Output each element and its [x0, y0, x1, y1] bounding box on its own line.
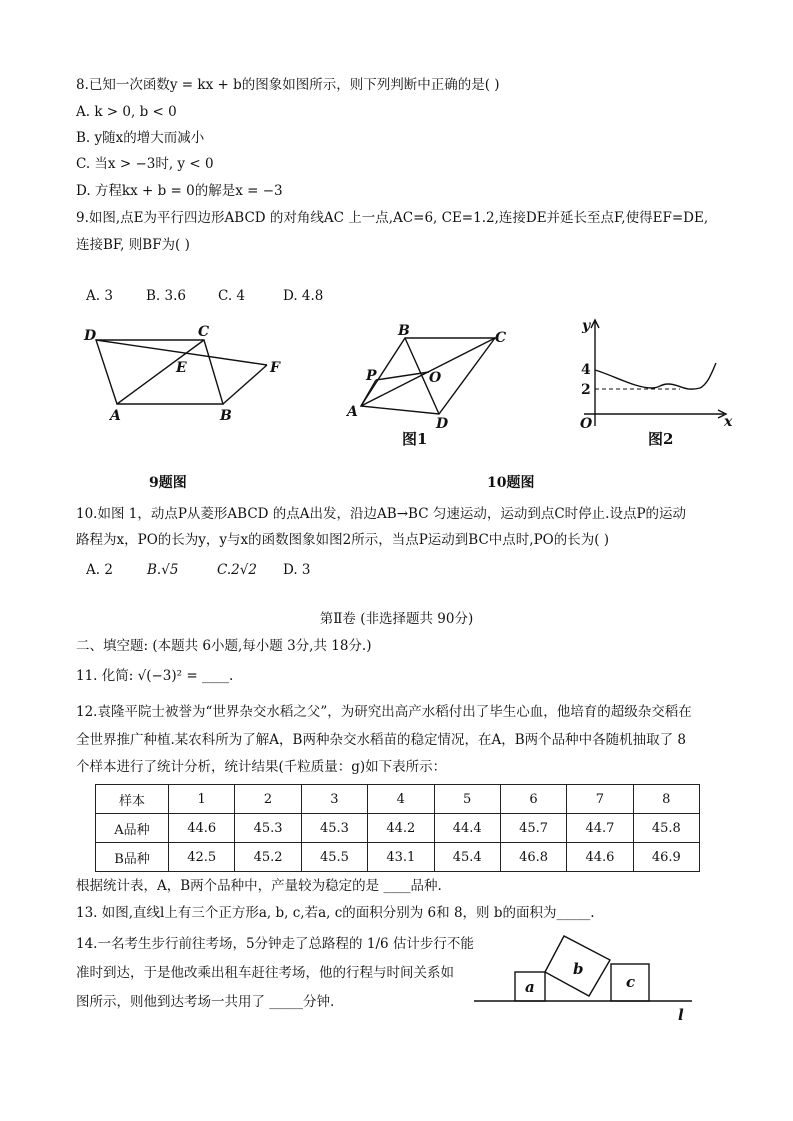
fig10-origin: O: [580, 416, 593, 432]
table-header-cell: 4: [368, 785, 434, 814]
table-cell: 44.4: [434, 814, 500, 843]
q14-line1: 14.一名考生步行前往考场，5分钟走了总路程的 1/6 估计步行不能: [76, 936, 474, 952]
table-cell: 45.2: [235, 843, 301, 872]
fig10-label-o: O: [429, 370, 442, 386]
q10-option-c: C.2√2: [217, 562, 257, 578]
fig10-axis-x: x: [724, 414, 733, 430]
fig10-tick-2: 2: [581, 382, 591, 398]
fig10-label-fig1: 图1: [402, 430, 428, 448]
table-header-row: [96, 785, 700, 814]
fig13-label-l: l: [678, 1006, 684, 1024]
caption-q10: 10题图: [487, 475, 535, 491]
q14-line2: 准时到达，于是他改乘出租车赶往考场，他的行程与时间关系如: [76, 965, 454, 981]
table-cell: 44.6: [169, 814, 235, 843]
q10-stem-line1: 10.如图 1，动点P从菱形ABCD 的点A出发，沿边AB→BC 匀速运动，运动到点C时停止.设点P的运动: [76, 506, 687, 522]
q10-option-b: B.√5: [147, 562, 179, 578]
table-cell: 45.3: [235, 814, 301, 843]
fig10-label-b: B: [398, 323, 410, 339]
q9-option-a: A. 3: [86, 288, 113, 304]
q9-stem-line1: 9.如图,点E为平行四边形ABCD 的对角线AC 上一点,AC=6, CE=1.2,连接DE并延长至点F,使得EF=DE,: [76, 210, 709, 226]
fig9-label-b: B: [220, 408, 232, 424]
q8-option-b: B. y随x的增大而减小: [76, 130, 205, 146]
q10-option-d: D. 3: [283, 562, 311, 578]
fig13-label-a: a: [525, 978, 535, 996]
table-row: [96, 814, 700, 843]
q9-option-c: C. 4: [218, 288, 246, 304]
fig10-axis-y: y: [582, 318, 591, 334]
table-header-cell: 样本: [96, 785, 169, 814]
fig9-label-d: D: [84, 328, 97, 344]
table-header-cell: 3: [301, 785, 367, 814]
q12-line2: 全世界推广种植.某农科所为了解A，B两种杂交水稻苗的稳定情况，在A，B两个品种中各随机抽取了 8: [76, 732, 687, 748]
table-cell: A品种: [96, 814, 169, 843]
section2-heading: 二、填空题: (本题共 6小题,每小题 3分,共 18分.): [76, 638, 372, 654]
q8-option-c: C. 当x > −3时, y < 0: [76, 156, 214, 172]
q12-stat-table: [95, 784, 700, 872]
q13-stem: 13. 如图,直线l上有三个正方形a, b, c,若a, c的面积分别为 6和 8，则 b的面积为_____.: [76, 905, 595, 921]
table-cell: 43.1: [368, 843, 434, 872]
figure-q9-parallelogram: [80, 322, 290, 427]
table-cell: 45.4: [434, 843, 500, 872]
table-cell: 44.6: [567, 843, 633, 872]
table-cell: 46.8: [500, 843, 566, 872]
fig10-tick-4: 4: [581, 362, 591, 378]
table-row: [96, 843, 700, 872]
fig9-label-a: A: [110, 408, 121, 424]
q10-stem-line2: 路程为x，PO的长为y，y与x的函数图象如图2所示，当点P运动到BC中点时,PO的长为( ): [76, 532, 610, 548]
q8-option-a: A. k > 0, b < 0: [76, 104, 177, 120]
q14-line3: 图所示，则他到达考场一共用了 _____分钟.: [76, 994, 335, 1010]
q9-option-b: B. 3.6: [146, 288, 186, 304]
table-header-cell: 6: [500, 785, 566, 814]
fig13-label-c: c: [626, 973, 636, 991]
table-cell: 45.7: [500, 814, 566, 843]
q8-stem: 8.已知一次函数y = kx + b的图象如图所示，则下列判断中正确的是( ): [76, 77, 500, 93]
table-cell: 45.5: [301, 843, 367, 872]
fig10-label-a: A: [347, 404, 358, 420]
fig9-label-c: C: [198, 324, 210, 340]
figure-q10-rhombus: [335, 320, 510, 450]
fig10-label-d: D: [436, 416, 449, 432]
q10-option-a: A. 2: [86, 562, 113, 578]
fig10-label-p: P: [366, 368, 377, 384]
table-cell: 44.7: [567, 814, 633, 843]
part2-heading: 第Ⅱ卷 (非选择题共 90分): [319, 611, 474, 627]
table-cell: 46.9: [633, 843, 699, 872]
q12-after-table: 根据统计表，A，B两个品种中，产量较为稳定的是 ____品种.: [76, 878, 442, 894]
table-header-cell: 8: [633, 785, 699, 814]
fig10-label-fig2: 图2: [648, 430, 674, 448]
fig10-label-c: C: [495, 330, 507, 346]
table-cell: 42.5: [169, 843, 235, 872]
table-cell: 44.2: [368, 814, 434, 843]
table-header-cell: 1: [169, 785, 235, 814]
fig13-label-b: b: [573, 960, 584, 978]
table-cell: 45.3: [301, 814, 367, 843]
figure-q10-graph: [560, 308, 735, 453]
q12-line1: 12.袁隆平院士被誉为“世界杂交水稻之父”，为研究出高产水稻付出了毕生心血，他培育的超级杂交稻在: [76, 704, 692, 720]
table-cell: 45.8: [633, 814, 699, 843]
table-header-cell: 5: [434, 785, 500, 814]
q9-option-d: D. 4.8: [283, 288, 324, 304]
table-header-cell: 7: [567, 785, 633, 814]
table-cell: B品种: [96, 843, 169, 872]
q9-stem-line2: 连接BF, 则BF为( ): [76, 237, 190, 253]
fig9-label-e: E: [176, 360, 187, 376]
fig9-label-f: F: [270, 360, 280, 376]
table-header-cell: 2: [235, 785, 301, 814]
caption-q9: 9题图: [149, 475, 187, 491]
q11-stem: 11. 化简: √(−3)² = ____.: [76, 668, 234, 684]
figure-q13-squares: [470, 928, 700, 1028]
q12-line3: 个样本进行了统计分析，统计结果(千粒质量：g)如下表所示：: [76, 759, 447, 775]
q8-option-d: D. 方程kx + b = 0的解是x = −3: [76, 183, 283, 199]
